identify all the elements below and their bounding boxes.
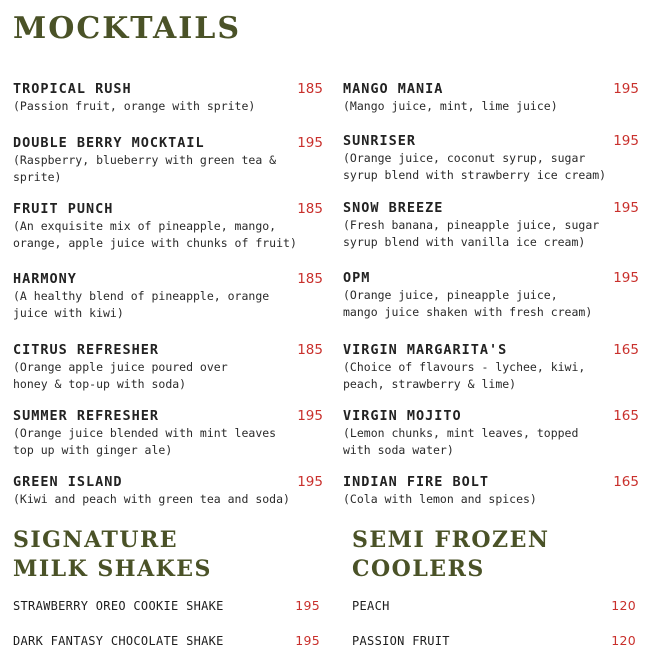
item-name: HARMONY (13, 271, 77, 287)
menu-item-citrus-refresher (13, 341, 323, 393)
semi-frozen-coolers-heading (352, 526, 549, 584)
heading-line: SIGNATURE (13, 527, 179, 553)
menu-item-virgin-margaritas (343, 341, 639, 393)
menu-item-virgin-mojito (343, 407, 639, 459)
menu-item-fruit-punch (13, 200, 323, 252)
item-name: OPM (343, 270, 371, 286)
item-description: (Kiwi and peach with green tea and soda) (13, 492, 290, 506)
item-name: MANGO MANIA (343, 81, 444, 97)
item-price: 195 (613, 270, 639, 286)
item-description: (Lemon chunks, mint leaves, topped with soda water) (343, 426, 579, 457)
item-name: STRAWBERRY OREO COOKIE SHAKE (13, 599, 224, 613)
item-price: 195 (613, 133, 639, 149)
item-name: VIRGIN MARGARITA'S (343, 342, 508, 358)
menu-item-sunriser (343, 132, 639, 184)
item-description: (Orange juice blended with mint leaves top up with ginger ale) (13, 426, 277, 457)
item-name: CITRUS REFRESHER (13, 342, 160, 358)
menu-item-summer-refresher (13, 407, 323, 459)
heading-line: MILK SHAKES (13, 556, 212, 582)
item-price: 165 (613, 342, 639, 358)
item-price: 195 (295, 598, 320, 613)
item-price: 185 (297, 342, 323, 358)
item-price: 185 (297, 201, 323, 217)
item-description: (Orange apple juice poured over honey & top-up with soda) (13, 360, 228, 391)
item-description: (A healthy blend of pineapple, orange juice with kiwi) (13, 289, 270, 320)
menu-item-snow-breeze (343, 199, 639, 251)
item-price: 185 (297, 271, 323, 287)
mocktails-heading: MOCKTAILS (13, 11, 242, 46)
menu-item-passion-fruit (352, 633, 636, 649)
item-name: SUMMER REFRESHER (13, 408, 160, 424)
item-price: 120 (611, 633, 636, 648)
item-description: (Cola with lemon and spices) (343, 492, 537, 506)
menu-item-mango-mania (343, 80, 639, 115)
menu-item-opm (343, 269, 639, 321)
item-price: 165 (613, 408, 639, 424)
item-name: VIRGIN MOJITO (343, 408, 462, 424)
item-price: 195 (297, 408, 323, 424)
item-description: (An exquisite mix of pineapple, mango, orange, apple juice with chunks of fruit) (13, 219, 297, 250)
item-description: (Passion fruit, orange with sprite) (13, 99, 256, 113)
heading-line: COOLERS (352, 556, 485, 582)
signature-milk-shakes-heading (13, 526, 212, 584)
item-price: 195 (295, 633, 320, 648)
item-name: TROPICAL RUSH (13, 81, 132, 97)
menu-item-peach (352, 598, 636, 614)
item-description: (Orange juice, pineapple juice, mango juice shaken with fresh cream) (343, 288, 593, 319)
item-price: 195 (613, 81, 639, 97)
item-description: (Fresh banana, pineapple juice, sugar syrup blend with vanilla ice cream) (343, 218, 600, 249)
item-price: 195 (613, 200, 639, 216)
heading-line: SEMI FROZEN (352, 527, 550, 553)
item-name: INDIAN FIRE BOLT (343, 474, 490, 490)
item-description: (Raspberry, blueberry with green tea & sprite) (13, 153, 277, 184)
item-price: 195 (297, 135, 323, 151)
menu-item-tropical-rush (13, 80, 323, 115)
item-description: (Choice of flavours - lychee, kiwi, peach, strawberry & lime) (343, 360, 586, 391)
menu-item-strawberry-oreo-cookie-shake (13, 598, 320, 614)
menu-item-indian-fire-bolt (343, 473, 639, 508)
menu-item-dark-fantasy-chocolate-shake (13, 633, 320, 649)
item-price: 165 (613, 474, 639, 490)
item-name: PEACH (352, 599, 390, 613)
item-name: GREEN ISLAND (13, 474, 123, 490)
item-name: DARK FANTASY CHOCOLATE SHAKE (13, 634, 224, 648)
item-name: SUNRISER (343, 133, 417, 149)
item-name: DOUBLE BERRY MOCKTAIL (13, 135, 205, 151)
item-name: FRUIT PUNCH (13, 201, 114, 217)
menu-item-double-berry-mocktail (13, 134, 323, 186)
item-description: (Mango juice, mint, lime juice) (343, 99, 558, 113)
item-name: SNOW BREEZE (343, 200, 444, 216)
menu-item-harmony (13, 270, 323, 322)
item-description: (Orange juice, coconut syrup, sugar syrup blend with strawberry ice cream) (343, 151, 607, 182)
item-price: 195 (297, 474, 323, 490)
item-price: 120 (611, 598, 636, 613)
item-price: 185 (297, 81, 323, 97)
menu-item-green-island (13, 473, 323, 508)
item-name: PASSION FRUIT (352, 634, 450, 648)
